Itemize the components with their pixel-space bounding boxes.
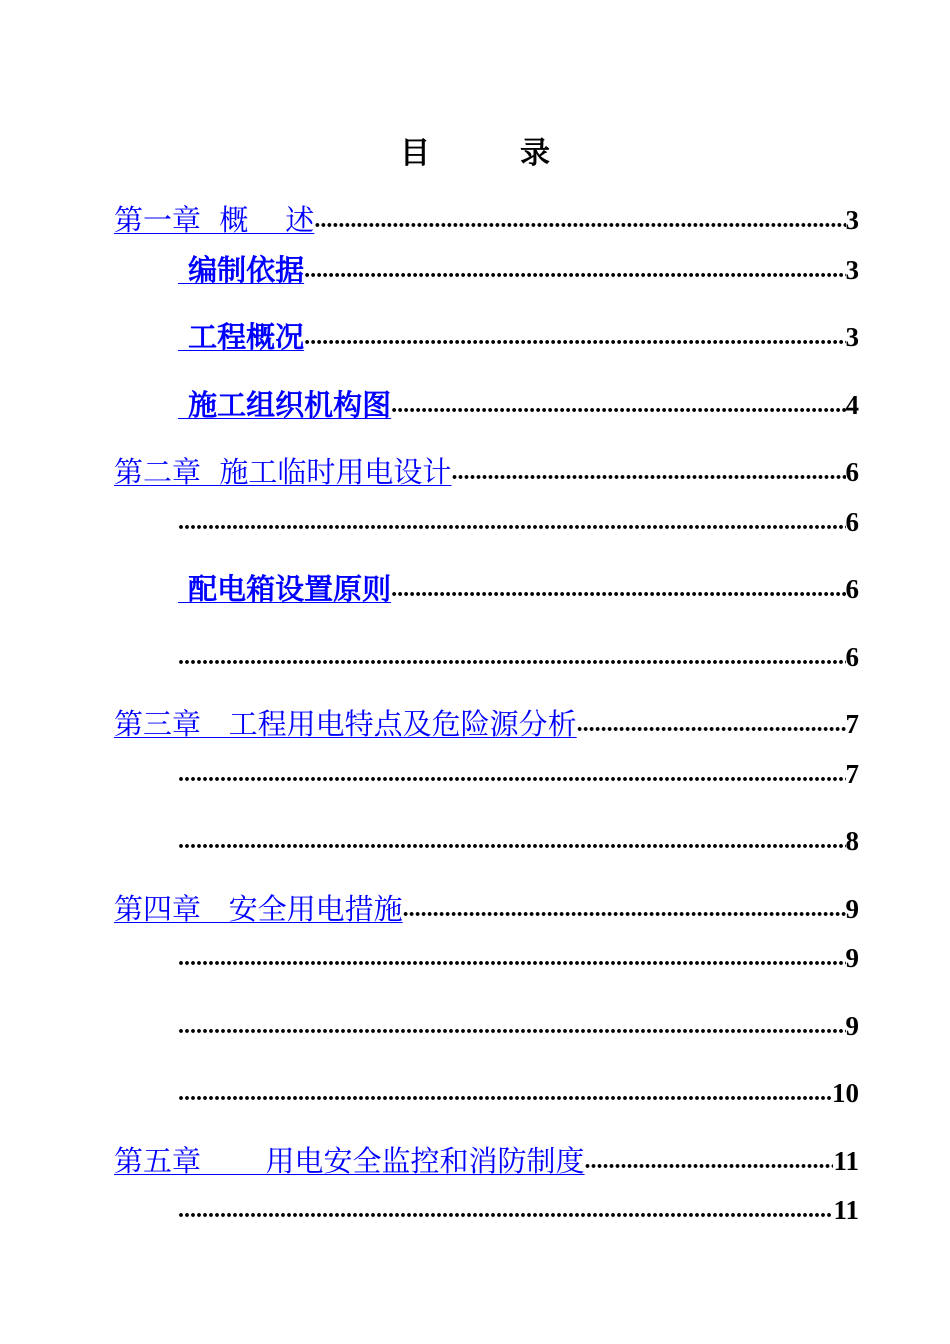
toc-entry[interactable] <box>114 449 859 489</box>
toc-entry[interactable] <box>178 314 859 354</box>
toc-entry-label[interactable]: 第五章 用电安全监控和消防制度 <box>114 1144 585 1178</box>
toc-entry[interactable] <box>178 1003 859 1043</box>
toc-dot-leader <box>314 203 845 237</box>
toc-entry[interactable] <box>178 751 859 791</box>
toc-entry[interactable] <box>178 499 859 539</box>
toc-entry-label[interactable]: 第三章 工程用电特点及危险源分析 <box>114 707 577 741</box>
toc-entry-label[interactable]: 配电箱设置原则 <box>178 572 392 606</box>
toc-entry[interactable] <box>178 634 859 674</box>
toc-entry[interactable] <box>178 566 859 606</box>
toc-dot-leader <box>577 707 846 741</box>
toc-dot-leader <box>178 505 846 539</box>
toc-page-number: 3 <box>845 205 859 235</box>
toc-page-number: 3 <box>845 255 859 285</box>
toc-dot-leader <box>304 320 845 354</box>
toc-entry[interactable] <box>178 1187 859 1227</box>
toc-dot-leader <box>178 757 846 791</box>
toc-page-number: 6 <box>845 457 859 487</box>
toc-dot-leader <box>451 455 845 489</box>
toc-dot-leader <box>585 1144 834 1178</box>
toc-page-number: 9 <box>845 943 859 973</box>
toc-entry-label[interactable]: 第四章 安全用电措施 <box>114 892 403 926</box>
toc-dot-leader <box>178 941 846 975</box>
toc-page-number: 6 <box>845 642 859 672</box>
toc-page-number: 4 <box>845 390 859 420</box>
toc-dot-leader <box>178 1193 833 1227</box>
toc-entry[interactable] <box>178 247 859 287</box>
toc-page-number: 6 <box>845 574 859 604</box>
toc-dot-leader <box>178 824 846 858</box>
toc-dot-leader <box>391 572 845 606</box>
toc-entry[interactable] <box>178 935 859 975</box>
toc-page-number: 7 <box>845 709 859 739</box>
toc-dot-leader <box>178 1009 846 1043</box>
toc-dot-leader <box>304 253 845 287</box>
toc-page-number: 11 <box>833 1146 859 1176</box>
toc-page-number: 10 <box>832 1078 859 1108</box>
toc-entry-label[interactable]: 施工组织机构图 <box>178 388 392 422</box>
toc-entry[interactable] <box>178 1070 859 1110</box>
toc-page-number: 9 <box>845 894 859 924</box>
toc-entry[interactable] <box>114 886 859 926</box>
toc-page-number: 7 <box>845 759 859 789</box>
toc-page-number: 8 <box>845 826 859 856</box>
toc-title: 目 录 <box>400 136 580 171</box>
toc-dot-leader <box>403 892 846 926</box>
toc-page-number: 3 <box>845 322 859 352</box>
toc-page-number: 6 <box>845 507 859 537</box>
toc-dot-leader <box>178 1076 832 1110</box>
toc-dot-leader <box>178 640 846 674</box>
toc-entry-label[interactable]: 工程概况 <box>178 320 305 354</box>
toc-entry[interactable] <box>114 1138 859 1178</box>
toc-page-number: 9 <box>845 1011 859 1041</box>
toc-entry-label[interactable]: 第二章 施工临时用电设计 <box>114 455 452 489</box>
toc-entry[interactable] <box>114 701 859 741</box>
toc-entry[interactable] <box>114 197 859 237</box>
toc-entry[interactable] <box>178 818 859 858</box>
toc-entry-label[interactable]: 第一章 概 述 <box>114 203 315 237</box>
toc-entry[interactable] <box>178 382 859 422</box>
toc-dot-leader <box>391 388 845 422</box>
toc-entry-label[interactable]: 编制依据 <box>178 253 305 287</box>
toc-page-number: 11 <box>833 1195 859 1225</box>
